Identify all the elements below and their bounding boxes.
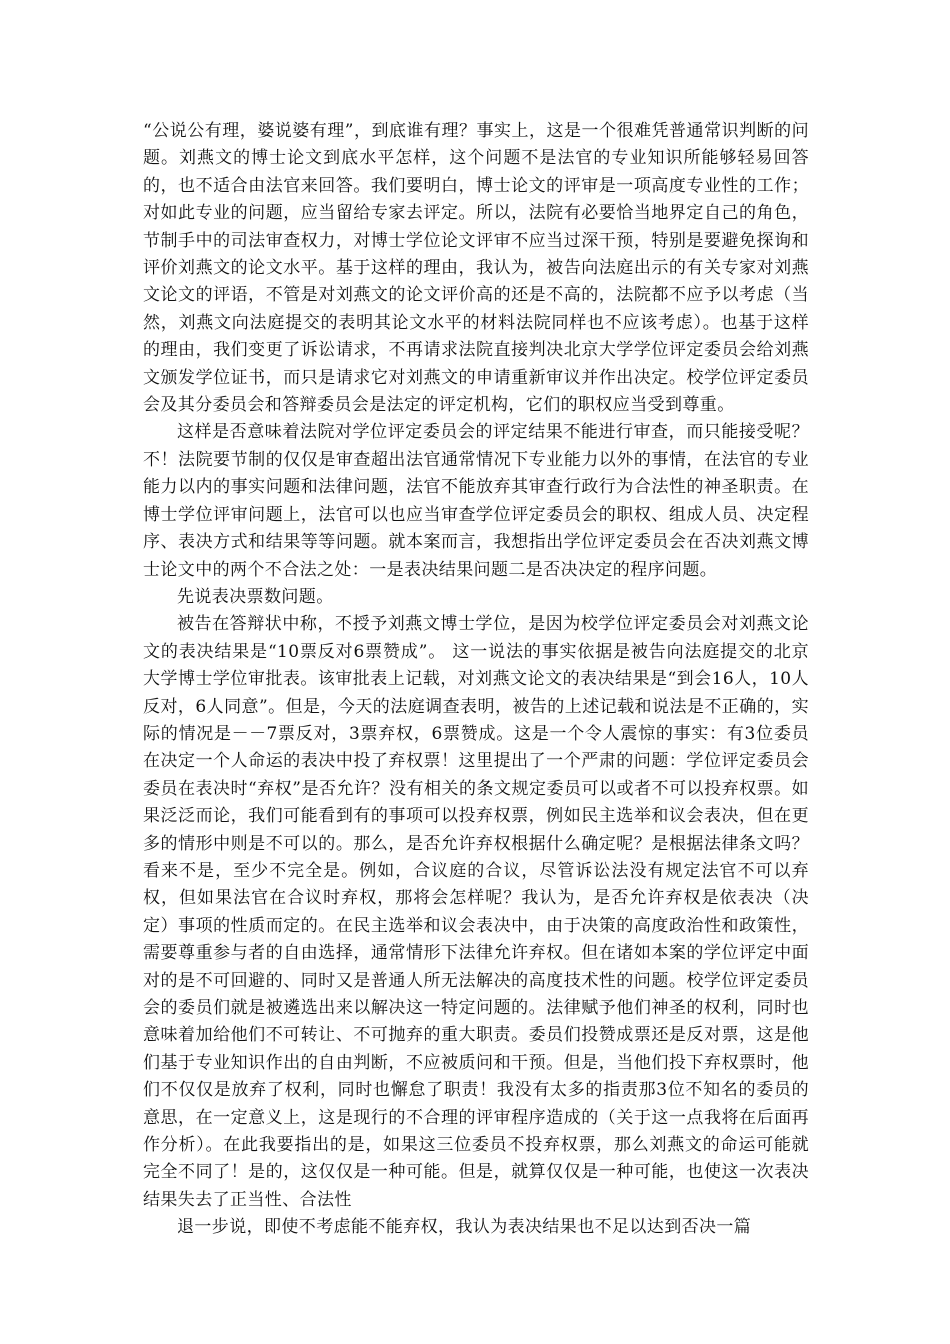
paragraph: 这样是否意味着法院对学位评定委员会的评定结果不能进行审查，而只能接受呢？不！法院要节制的仅仅是审查超出法官通常情况下专业能力以外的事情，在法官的专业能力以内的事实问题和法律问题，法官不能放弃其审查行政行为合法性的神圣职责。在博士学位评审问题上，法官可以也应当审查学位评定委员会的职权、组成人员、决定程序、表决方式和结果等等问题。就本案而言，我想指出学位评定委员会在否决刘燕文博士论文中的两个不合法之处：一是表决结果问题二是否决决定的程序问题。	[143, 422, 809, 580]
paragraph: “公说公有理，婆说婆有理”，到底谁有理？事实上，这是一个很难凭普通常识判断的问题。刘燕文的博士论文到底水平怎样，这个问题不是法官的专业知识所能够轻易回答的，也不适合由法官来回答。我们要明白，博士论文的评审是一项高度专业性的工作；对如此专业的问题，应当留给专家去评定。所以，法院有必要恰当地界定自己的角色，节制手中的司法审查权力，对博士学位论文评审不应当过深干预，特别是要避免探询和评价刘燕文的论文水平。基于这样的理由，我认为，被告向法庭出示的有关专家对刘燕文论文的评语，不管是对刘燕文的论文评价高的还是不高的，法院都不应予以考虑（当然，刘燕文向法庭提交的表明其论文水平的材料法院同样也不应该考虑）。也基于这样的理由，我们变更了诉讼请求，不再请求法院直接判决北京大学学位评定委员会给刘燕文颁发学位证书，而只是请求它对刘燕文的申请重新审议并作出决定。校学位评定委员会及其分委员会和答辩委员会是法定的评定机构，它们的职权应当受到尊重。	[143, 121, 809, 416]
document-body	[143, 118, 809, 1242]
paragraph: 退一步说，即使不考虑能不能弃权，我认为表决结果也不足以达到否决一篇	[177, 1217, 752, 1238]
paragraph: 先说表决票数问题。	[177, 586, 334, 607]
paragraph: 被告在答辩状中称，不授予刘燕文博士学位，是因为校学位评定委员会对刘燕文论文的表决结果是“10票反对6票赞成”。 这一说法的事实依据是被告向法庭提交的北京大学博士学位审批表。该审批表上记载，对刘燕文论文的表决结果是“到会16人，10人反对，6人同意”。但是，今天的法庭调查表明，被告的上述记载和说法是不正确的，实际的情况是－－7票反对，3票弃权，6票赞成。这是一个令人震惊的事实：有3位委员在决定一个人命运的表决中投了弃权票！这里提出了一个严肃的问题：学位评定委员会委员在表决时“弃权”是否允许？没有相关的条文规定委员可以或者不可以投弃权票。如果泛泛而论，我们可能看到有的事项可以投弃权票，例如民主选举和议会表决，但在更多的情形中则是不可以的。那么，是否允许弃权根据什么确定呢？是根据法律条文吗？看来不是，至少不完全是。例如，合议庭的合议，尽管诉讼法没有规定法官不可以弃权，但如果法官在合议时弃权，那将会怎样呢？我认为，是否允许弃权是依表决（决定）事项的性质而定的。在民主选举和议会表决中，由于决策的高度政治性和政策性，需要尊重参与者的自由选择，通常情形下法律允许弃权。但在诸如本案的学位评定中面对的是不可回避的、同时又是普通人所无法解决的高度技术性的问题。校学位评定委员会的委员们就是被遴选出来以解决这一特定问题的。法律赋予他们神圣的权利，同时也意味着加给他们不可转让、不可抛弃的重大职责。委员们投赞成票还是反对票，这是他们基于专业知识作出的自由判断，不应被质问和干预。但是，当他们投下弃权票时，他们不仅仅是放弃了权利，同时也懈怠了职责！我没有太多的指责那3位不知名的委员的意思，在一定意义上，这是现行的不合理的评审程序造成的（关于这一点我将在后面再作分析）。在此我要指出的是，如果这三位委员不投弃权票，那么刘燕文的命运可能就完全不同了！是的，这仅仅是一种可能。但是，就算仅仅是一种可能，也使这一次表决结果失去了正当性、合法性	[143, 614, 809, 1210]
